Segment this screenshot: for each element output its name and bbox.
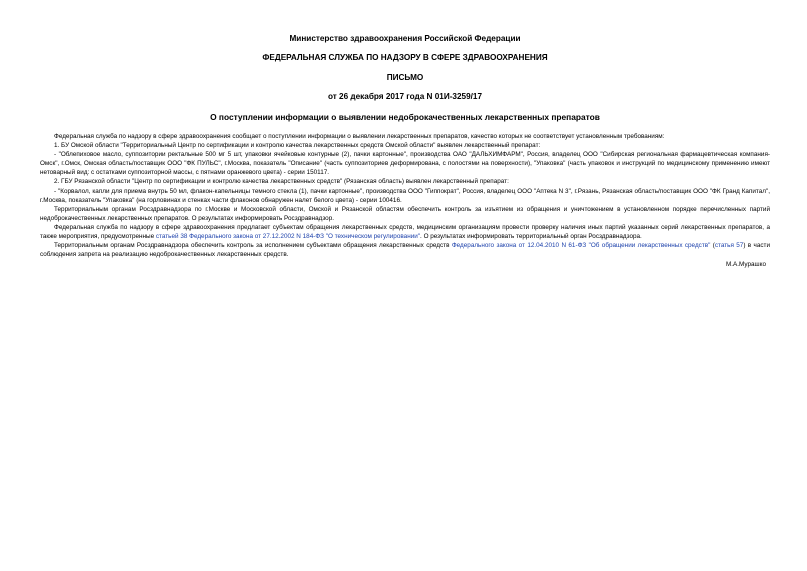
paragraph-item-2-detail: - "Корвалол, капли для приема внутрь 50 мл, флакон-капельницы темного стекла (1), пачки картонные", производства ООО "Гиппократ", Россия, владелец ООО "Аптека N 3", г.Рязань, Рязанская область/поставщик ООО "ФК Гранд Капитал", г.Москва, показатель "Упаковка" (на горловинах и стенках части флаконов обнаружен налет белого цвета) - серии 100416. xyxy=(40,187,770,204)
paragraph-item-1: 1. БУ Омской области "Территориальный Центр по сертификации и контролю качества лекарственных средств Омской области" выявлен лекарственный препарат: xyxy=(54,142,541,150)
paragraph-text: . О результатах информировать территориальный орган Росздравнадзора. xyxy=(420,233,642,241)
document-body xyxy=(40,132,770,259)
law-link-article-57[interactable]: статья 57 xyxy=(714,242,744,250)
paragraph-check-proposal xyxy=(40,223,770,241)
document-page xyxy=(40,34,770,269)
paragraph-text: Территориальным органам Росздравнадзора обеспечить контроль за исполнением субъектами обращения лекарственных средств xyxy=(54,242,452,250)
document-subject: О поступлении информации о выявлении недоброкачественных лекарственных препаратов xyxy=(210,112,600,122)
paragraph-item-1-detail: - "Облепиховое масло, суппозитории ректальные 500 мг 5 шт, упаковки ячейковые контурные (2), пачки картонные", производства ОАО "ДАЛЬХИМФАРМ", Россия, владелец ООО "Сибирская региональная фармацевтическая компания-Омск", г.Омск, Омская область/поставщик ООО "ФК ПУЛЬС", г.Москва, показатель "Описание" (часть суппозиториев деформирована, с полостями на поверхности), "Упаковка" (часть упаковок и инструкций по медицинскому применению имеют нетоварный вид: с остатками суппозиторной массы, с пятнами оранжевого цвета) - серии 150117. xyxy=(40,151,770,177)
paragraph-text: ( xyxy=(710,242,715,250)
document-date-number: от 26 декабря 2017 года N 01И-3259/17 xyxy=(327,92,483,101)
paragraph-item-2: 2. ГБУ Рязанской области "Центр по сертификации и контролю качества лекарственных средств" (Рязанская область) выявлен лекарственный препарат: xyxy=(54,178,509,186)
paragraph-enforcement xyxy=(40,241,770,259)
paragraph-intro: Федеральная служба по надзору в сфере здравоохранения сообщает о поступлении информации о выявлении лекарственных препаратов, качество которых не соответствует установленным требованиям: xyxy=(54,133,665,140)
signature: М.А.Мурашко xyxy=(725,261,766,269)
paragraph-control-order: Территориальным органам Росздравнадзора по г.Москве и Московской области, Омской и Рязанской областям обеспечить контроль за изъятием из обращения и уничтожением в установленном порядке перечисленных партий недоброкачественных лекарственных препаратов. О результатах информировать Росздравнадзор. xyxy=(40,205,770,222)
law-link-61-fz[interactable]: Федерального закона от 12.04.2010 N 61-ФЗ "Об обращении лекарственных средств" xyxy=(451,242,711,250)
paragraph-text: ) в части соблюдения запрета на реализацию недоброкачественных лекарственных средств. xyxy=(40,242,770,259)
document-type: ПИСЬМО xyxy=(386,73,424,82)
ministry-name: Министерство здравоохранения Российской Федерации xyxy=(289,34,521,43)
service-name: ФЕДЕРАЛЬНАЯ СЛУЖБА ПО НАДЗОРУ В СФЕРЕ ЗДРАВООХРАНЕНИЯ xyxy=(262,53,548,62)
paragraph-text: Федеральная служба по надзору в сфере здравоохранения предлагает субъектам обращения лекарственных средств, медицинским организациям провести проверку наличия иных партий указанных серий лекарственных препаратов, а также мероприятия, предусмотренные xyxy=(40,223,770,241)
law-link-article-38[interactable]: статьей 38 Федерального закона от 27.12.2002 N 184-ФЗ "О техническом регулировании" xyxy=(155,233,421,241)
